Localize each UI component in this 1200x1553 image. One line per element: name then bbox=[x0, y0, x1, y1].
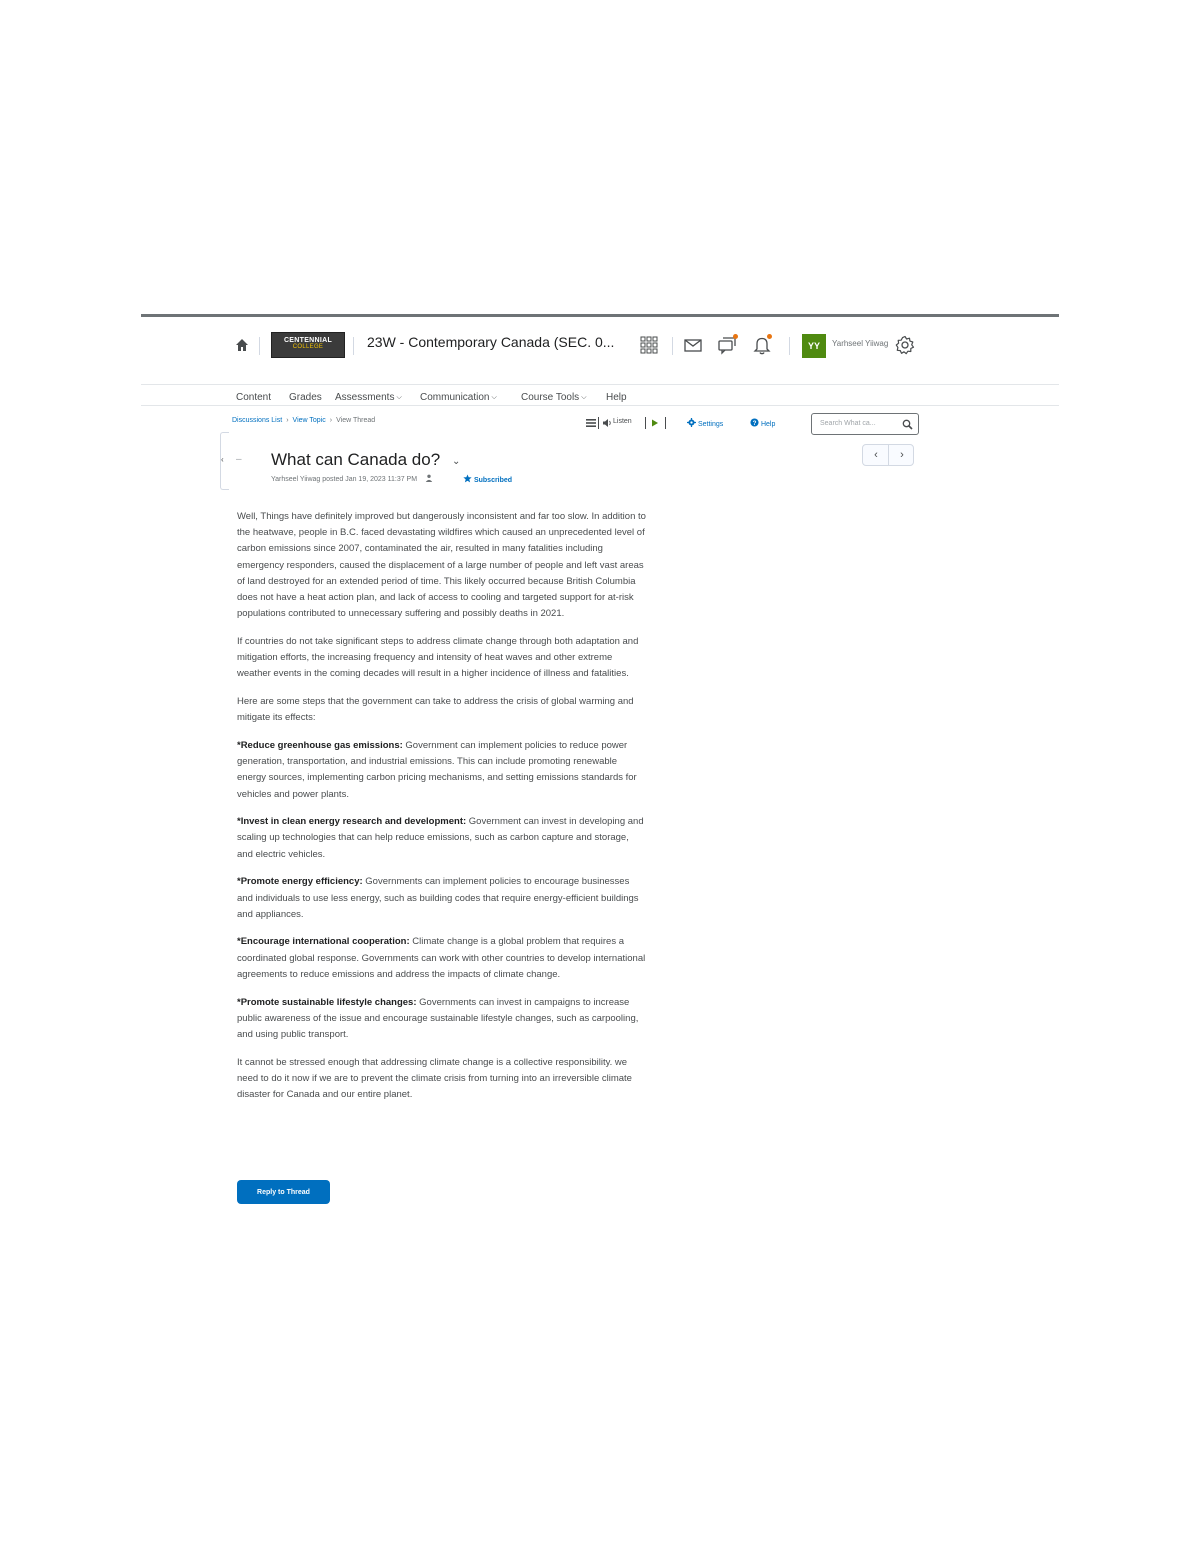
paragraph-text: Government can implement policies to reduce power generation, transportation, and industrial emissions. This can include promoting renewable energy sources, implementing carbon pricing mechanisms, and setting emissions standards for vehicles and power plants. bbox=[237, 739, 637, 800]
post-paragraph bbox=[237, 934, 647, 983]
help-label: Help bbox=[760, 421, 776, 428]
next-thread-button[interactable] bbox=[889, 445, 915, 465]
chevron-down-icon[interactable]: ⌄ bbox=[452, 456, 461, 467]
nav-help[interactable] bbox=[606, 392, 627, 403]
search-icon[interactable] bbox=[902, 419, 913, 430]
settings-link[interactable] bbox=[687, 418, 723, 428]
star-icon bbox=[463, 474, 472, 483]
user-name[interactable]: Yarhseel Yiiwag bbox=[832, 339, 889, 348]
person-icon bbox=[425, 474, 433, 482]
paragraph-text: It cannot be stressed enough that addressing climate change is a collective responsibility. we need to do it now if we are to prevent the climate crisis from turning into an irreversible climate disaster for Canada and our entire planet. bbox=[237, 1056, 632, 1101]
paragraph-text: Governments can invest in campaigns to increase public awareness of the issue and encourage sustainable lifestyle changes, such as carpooling, and using public transport. bbox=[237, 996, 639, 1040]
chat-notification-dot bbox=[733, 334, 738, 339]
separator bbox=[789, 337, 790, 355]
paragraph-heading: *Invest in clean energy research and development: bbox=[237, 816, 467, 828]
chevron-down-icon: ⌵ bbox=[396, 394, 402, 401]
browser-page bbox=[141, 314, 1059, 1214]
subscribed-toggle[interactable] bbox=[463, 474, 512, 484]
nav-grades-label: Grades bbox=[289, 392, 322, 403]
college-logo[interactable] bbox=[271, 332, 345, 358]
post-paragraph bbox=[237, 738, 647, 803]
post-meta bbox=[271, 474, 433, 483]
post-paragraph bbox=[237, 509, 647, 622]
previous-thread-button[interactable] bbox=[863, 445, 889, 465]
post-paragraph bbox=[237, 1055, 647, 1104]
chevron-down-icon: ⌵ bbox=[491, 394, 497, 401]
breadcrumb-separator: › bbox=[286, 417, 289, 424]
post-author-date: Yarhseel Yiiwag posted Jan 19, 2023 11:37 PM bbox=[271, 476, 418, 483]
help-link[interactable] bbox=[750, 418, 775, 428]
separator bbox=[259, 337, 260, 355]
breadcrumb-discussions-list[interactable]: Discussions List bbox=[232, 417, 283, 424]
paragraph-text: Climate change is a global problem that requires a coordinated global response. Governments can work with other countries to develop international agreements to reduce emissions and address the impacts of climate change. bbox=[237, 936, 646, 980]
nav-communication-label: Communication bbox=[420, 392, 490, 403]
separator bbox=[353, 337, 354, 355]
logo-line-2: COLLEGE bbox=[292, 344, 324, 350]
chevron-down-icon: ⌵ bbox=[581, 394, 587, 401]
avatar[interactable]: YY bbox=[802, 334, 826, 358]
nav-assessments[interactable] bbox=[335, 392, 402, 403]
waffle-icon[interactable] bbox=[638, 334, 660, 356]
settings-label: Settings bbox=[697, 421, 724, 428]
post-paragraph bbox=[237, 814, 647, 863]
nav-communication[interactable] bbox=[420, 392, 497, 403]
nav-grades[interactable] bbox=[289, 392, 322, 403]
breadcrumb-view-thread: View Thread bbox=[336, 417, 376, 424]
paragraph-heading: *Encourage international cooperation: bbox=[237, 936, 410, 948]
paragraph-text: Well, Things have definitely improved but dangerously inconsistent and far too slow. In addition to the heatwave, people in B.C. faced devastating wildfires which caused an unprecedented level of carbon emissions since 2007, contaminated the air, resulted in many fatalities including emergency responders, caused the displacement of a large number of people and left vast areas of land destroyed for an extended period of time. This likely occurred because British Columbia does not have a heat action plan, and lack of access to cooling and targeted support for at-risk populations contributed to unnecessary suffering and possibly deaths in 2021. bbox=[237, 511, 646, 620]
mail-icon[interactable] bbox=[682, 334, 704, 356]
play-icon[interactable] bbox=[651, 419, 659, 427]
gear-icon[interactable] bbox=[894, 334, 916, 356]
search-placeholder: Search What ca... bbox=[820, 420, 876, 427]
minibar bbox=[141, 317, 1059, 385]
paragraph-text: Here are some steps that the government can take to address the crisis of global warming and mitigate its effects: bbox=[237, 696, 634, 724]
post-collapse-toggle[interactable]: – bbox=[236, 454, 242, 465]
paragraph-heading: *Reduce greenhouse gas emissions: bbox=[237, 739, 403, 751]
collapse-panel-handle[interactable] bbox=[220, 432, 229, 490]
bell-notification-dot bbox=[767, 334, 772, 339]
paragraph-text: Governments can implement policies to encourage businesses and individuals to use less energy, such as building codes that require energy-efficient buildings and appliances. bbox=[237, 876, 639, 920]
home-icon[interactable] bbox=[234, 337, 250, 353]
nav-course-tools-label: Course Tools bbox=[521, 392, 580, 403]
gear-icon bbox=[687, 418, 696, 427]
post-paragraph bbox=[237, 694, 647, 726]
listen-label: Listen bbox=[613, 418, 632, 425]
breadcrumb bbox=[232, 417, 375, 424]
nav-help-label: Help bbox=[606, 392, 627, 403]
reply-to-thread-button[interactable]: Reply to Thread bbox=[237, 1180, 330, 1204]
paragraph-heading: *Promote sustainable lifestyle changes: bbox=[237, 996, 417, 1008]
separator bbox=[672, 337, 673, 355]
nav-content[interactable] bbox=[236, 392, 271, 403]
post-paragraph bbox=[237, 634, 647, 683]
post-paragraph bbox=[237, 995, 647, 1044]
post-title: What can Canada do? bbox=[271, 450, 441, 469]
svg-text:?: ? bbox=[752, 419, 757, 427]
menu-icon[interactable] bbox=[585, 417, 597, 429]
paragraph-text: If countries do not take significant steps to address climate change through both adaptation and mitigation efforts, the increasing frequency and intensity of heat waves and other extreme weather events in the coming decades will result in a higher incidence of illness and fatalities. bbox=[237, 635, 639, 680]
speaker-icon bbox=[602, 418, 612, 428]
post-body bbox=[237, 509, 647, 1115]
help-circle-icon bbox=[750, 418, 759, 427]
nav-content-label: Content bbox=[236, 392, 272, 403]
paragraph-text: Government can invest in developing and scaling up technologies that can help reduce emissions, such as carbon capture and storage, and electric vehicles. bbox=[237, 816, 644, 860]
breadcrumb-separator: › bbox=[329, 417, 333, 424]
nav-assessments-label: Assessments bbox=[335, 392, 395, 403]
chevron-left-icon: ‹ bbox=[874, 449, 878, 461]
thread-navigation bbox=[862, 444, 914, 466]
subscribed-label: Subscribed bbox=[473, 477, 513, 484]
chevron-left-icon: ‹ bbox=[221, 455, 224, 464]
thread-search-input[interactable] bbox=[811, 413, 919, 435]
separator bbox=[645, 417, 646, 429]
separator bbox=[598, 417, 599, 429]
breadcrumb-view-topic[interactable]: View Topic bbox=[292, 417, 326, 424]
course-navbar bbox=[141, 384, 1059, 406]
separator bbox=[665, 417, 666, 429]
post-paragraph bbox=[237, 874, 647, 923]
course-title[interactable]: 23W - Contemporary Canada (SEC. 0... bbox=[367, 334, 615, 350]
nav-course-tools[interactable] bbox=[521, 392, 587, 403]
logo-line-1: CENTENNIAL bbox=[283, 337, 333, 344]
paragraph-heading: *Promote energy efficiency: bbox=[237, 876, 363, 888]
chevron-right-icon: › bbox=[900, 449, 904, 461]
